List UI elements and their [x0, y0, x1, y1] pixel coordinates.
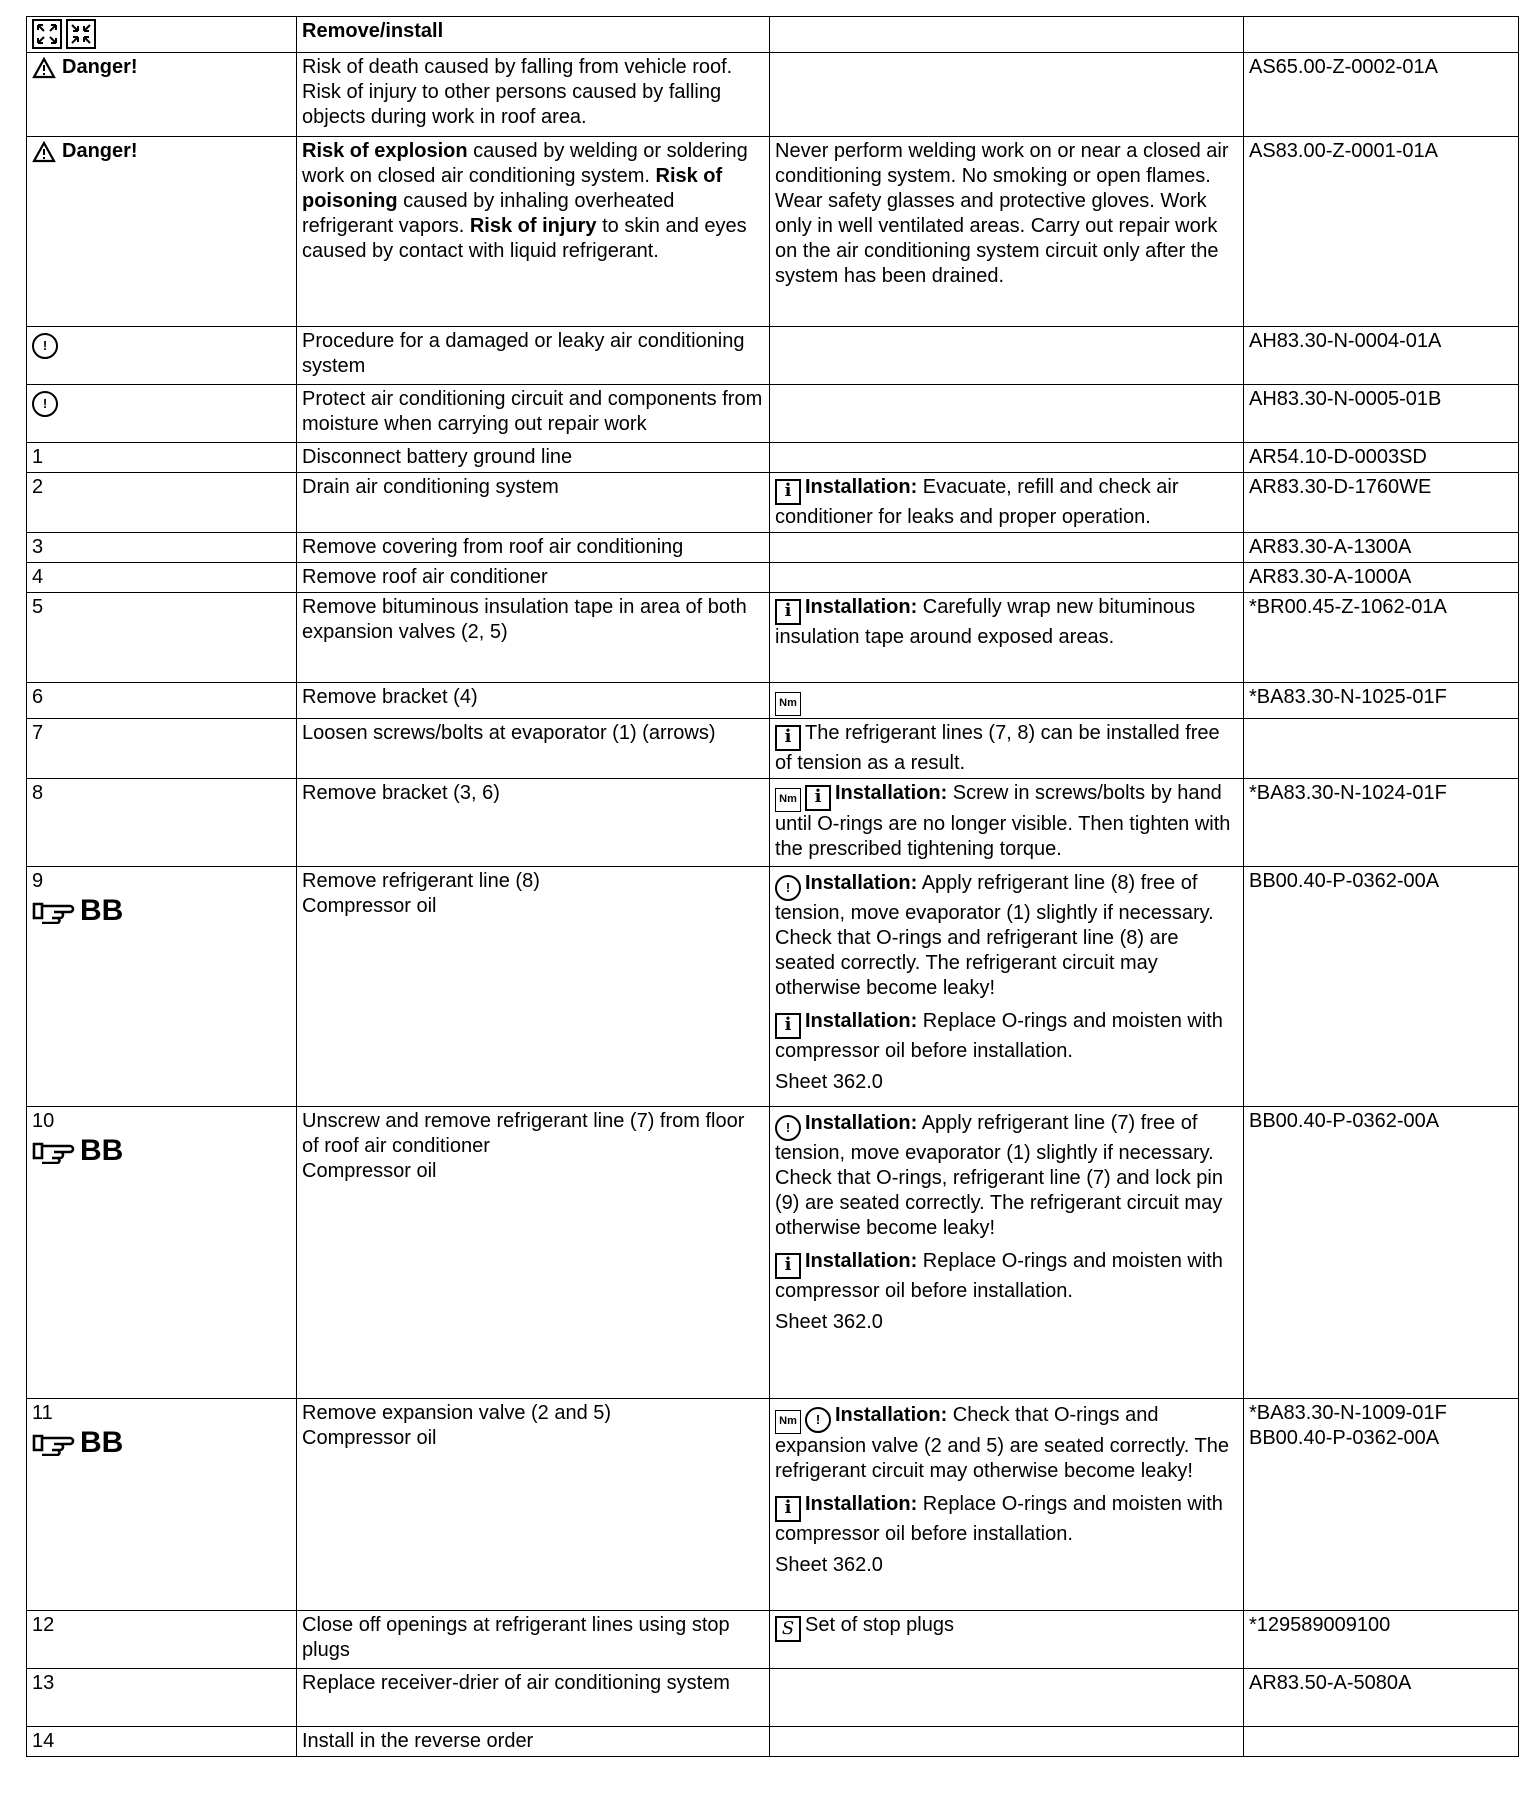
document-reference[interactable]: BB00.40-P-0362-00A: [1249, 1427, 1440, 1449]
header-row: [27, 17, 1519, 53]
torque-nm-icon: Nm: [775, 1410, 801, 1434]
caution-circle-icon: !: [775, 875, 801, 901]
caution-circle-icon: !: [775, 1115, 801, 1141]
document-reference[interactable]: AH83.30-N-0004-01A: [1244, 327, 1519, 385]
bb-reference-marker: BB: [32, 1426, 292, 1460]
procedure-table: [26, 16, 1519, 1757]
document-reference[interactable]: *BR00.45-Z-1062-01A: [1244, 593, 1519, 683]
document-reference[interactable]: AR83.30-A-1000A: [1244, 563, 1519, 593]
bb-reference-marker: BB: [32, 894, 292, 928]
danger-label: Danger!: [32, 55, 292, 80]
document-reference[interactable]: AR54.10-D-0003SD: [1244, 443, 1519, 473]
header-icons: [27, 17, 297, 53]
info-icon: i: [775, 479, 801, 505]
step-row: 4 Remove roof air conditioner AR83.30-A-1000A: [27, 563, 1519, 593]
step-row: 7 Loosen screws/bolts at evaporator (1) (arrows) i The refrigerant lines (7, 8) can be installed free of tension as a result.: [27, 719, 1519, 779]
caution-circle-icon: !: [32, 333, 58, 359]
document-reference[interactable]: BB00.40-P-0362-00A: [1249, 870, 1440, 892]
torque-nm-icon: Nm: [775, 788, 801, 812]
step-row: 11 BB Remove expansion valve (2 and 5) Compressor oil Nm ! Installation: Check that O-rings and expansion valve (2 and 5) are seated correctly. The refrigerant circuit may otherwise become leaky! i Installation: Replace O-rings and moisten with compressor oil before installation. Sheet 362.0 *BA83.30-N-1009-01F BB00.40-P-0362-00A: [27, 1399, 1519, 1611]
pointing-hand-icon: [32, 1430, 76, 1456]
step-row: 9 BB Remove refrigerant line (8) Compressor oil ! Installation: Apply refrigerant line (8) free of tension, move evaporator (1) slightly if necessary. Check that O-rings and refrigerant line (8) are seated correctly. The refrigerant circuit may otherwise become leaky! i Installation: Replace O-rings and moisten with compressor oil before installation. Sheet 362.0 BB00.40-P-0362-00A: [27, 867, 1519, 1107]
step-row: 6 Remove bracket (4) Nm *BA83.30-N-1025-01F: [27, 683, 1519, 719]
warning-triangle-icon: [32, 141, 56, 163]
step-row: 2 Drain air conditioning system i Installation: Evacuate, refill and check air conditioner for leaks and proper operation. AR83.30-D-1760WE: [27, 473, 1519, 533]
document-reference[interactable]: AS83.00-Z-0001-01A: [1244, 137, 1519, 327]
step-row: 3 Remove covering from roof air conditioning AR83.30-A-1300A: [27, 533, 1519, 563]
step-row: 12 Close off openings at refrigerant lines using stop plugs S Set of stop plugs *129589009100: [27, 1611, 1519, 1669]
caution-circle-icon: !: [805, 1407, 831, 1433]
step-row: 5 Remove bituminous insulation tape in area of both expansion valves (2, 5) i Installation: Carefully wrap new bituminous insulation tape around exposed areas. *BR00.45-Z-1062-01A: [27, 593, 1519, 683]
warning-triangle-icon: [32, 57, 56, 79]
document-reference[interactable]: *129589009100: [1244, 1611, 1519, 1669]
info-icon: i: [775, 725, 801, 751]
install-symbol-icon: [66, 19, 96, 49]
special-tool-icon: S: [775, 1616, 801, 1642]
document-reference[interactable]: *BA83.30-N-1024-01F: [1244, 779, 1519, 867]
caution-circle-icon: !: [32, 391, 58, 417]
document-reference[interactable]: *BA83.30-N-1025-01F: [1244, 683, 1519, 719]
document-reference[interactable]: AH83.30-N-0005-01B: [1244, 385, 1519, 443]
info-icon: i: [775, 1496, 801, 1522]
torque-nm-icon: Nm: [775, 692, 801, 716]
step-row: 14 Install in the reverse order: [27, 1727, 1519, 1757]
step-row: 13 Replace receiver-drier of air conditioning system AR83.50-A-5080A: [27, 1669, 1519, 1727]
document-reference[interactable]: BB00.40-P-0362-00A: [1249, 1110, 1440, 1132]
pointing-hand-icon: [32, 1138, 76, 1164]
danger-label: Danger!: [32, 139, 292, 164]
step-row: 1 Disconnect battery ground line AR54.10-D-0003SD: [27, 443, 1519, 473]
note-row-1: ! Procedure for a damaged or leaky air conditioning system AH83.30-N-0004-01A: [27, 327, 1519, 385]
document-reference[interactable]: AR83.50-A-5080A: [1244, 1669, 1519, 1727]
step-row: 10 BB Unscrew and remove refrigerant line (7) from floor of roof air conditioner Compressor oil ! Installation: Apply refrigerant line (7) free of tension, move evaporator (1) slightly if necessary. Check that O-rings, refrigerant line (7) and lock pin (9) are seated correctly. The refrigerant circuit may otherwise become leaky! i Installation: Replace O-rings and moisten with compressor oil before installation. Sheet 362.0 BB00.40-P-0362-00A: [27, 1107, 1519, 1399]
info-icon: i: [805, 785, 831, 811]
step-row: 8 Remove bracket (3, 6) Nm i Installation: Screw in screws/bolts by hand until O-rings are no longer visible. Then tighten with the prescribed tightening torque. *BA83.30-N-1024-01F: [27, 779, 1519, 867]
info-icon: i: [775, 1013, 801, 1039]
info-icon: i: [775, 1253, 801, 1279]
document-reference[interactable]: AR83.30-A-1300A: [1244, 533, 1519, 563]
document-reference[interactable]: *BA83.30-N-1009-01F: [1249, 1402, 1447, 1424]
document-reference[interactable]: AR83.30-D-1760WE: [1244, 473, 1519, 533]
document-reference[interactable]: AS65.00-Z-0002-01A: [1244, 53, 1519, 137]
info-icon: i: [775, 599, 801, 625]
pointing-hand-icon: [32, 898, 76, 924]
note-row-2: ! Protect air conditioning circuit and components from moisture when carrying out repair work AH83.30-N-0005-01B: [27, 385, 1519, 443]
remove-symbol-icon: [32, 19, 62, 49]
danger-row-1: Danger! Risk of death caused by falling from vehicle roof. Risk of injury to other persons caused by falling objects during work in roof area. AS65.00-Z-0002-01A: [27, 53, 1519, 137]
bb-reference-marker: BB: [32, 1134, 292, 1168]
danger-row-2: Danger! Risk of explosion caused by welding or soldering work on closed air conditioning system. Risk of poisoning caused by inhaling overheated refrigerant vapors. Risk of injury to skin and eyes caused by contact with liquid refrigerant. Never perform welding work on or near a closed air conditioning system. No smoking or open flames. Wear safety glasses and protective gloves. Work only in well ventilated areas. Carry out repair work on the air conditioning system circuit only after the system has been drained. AS83.00-Z-0001-01A: [27, 137, 1519, 327]
header-title: Remove/install: [297, 17, 770, 53]
